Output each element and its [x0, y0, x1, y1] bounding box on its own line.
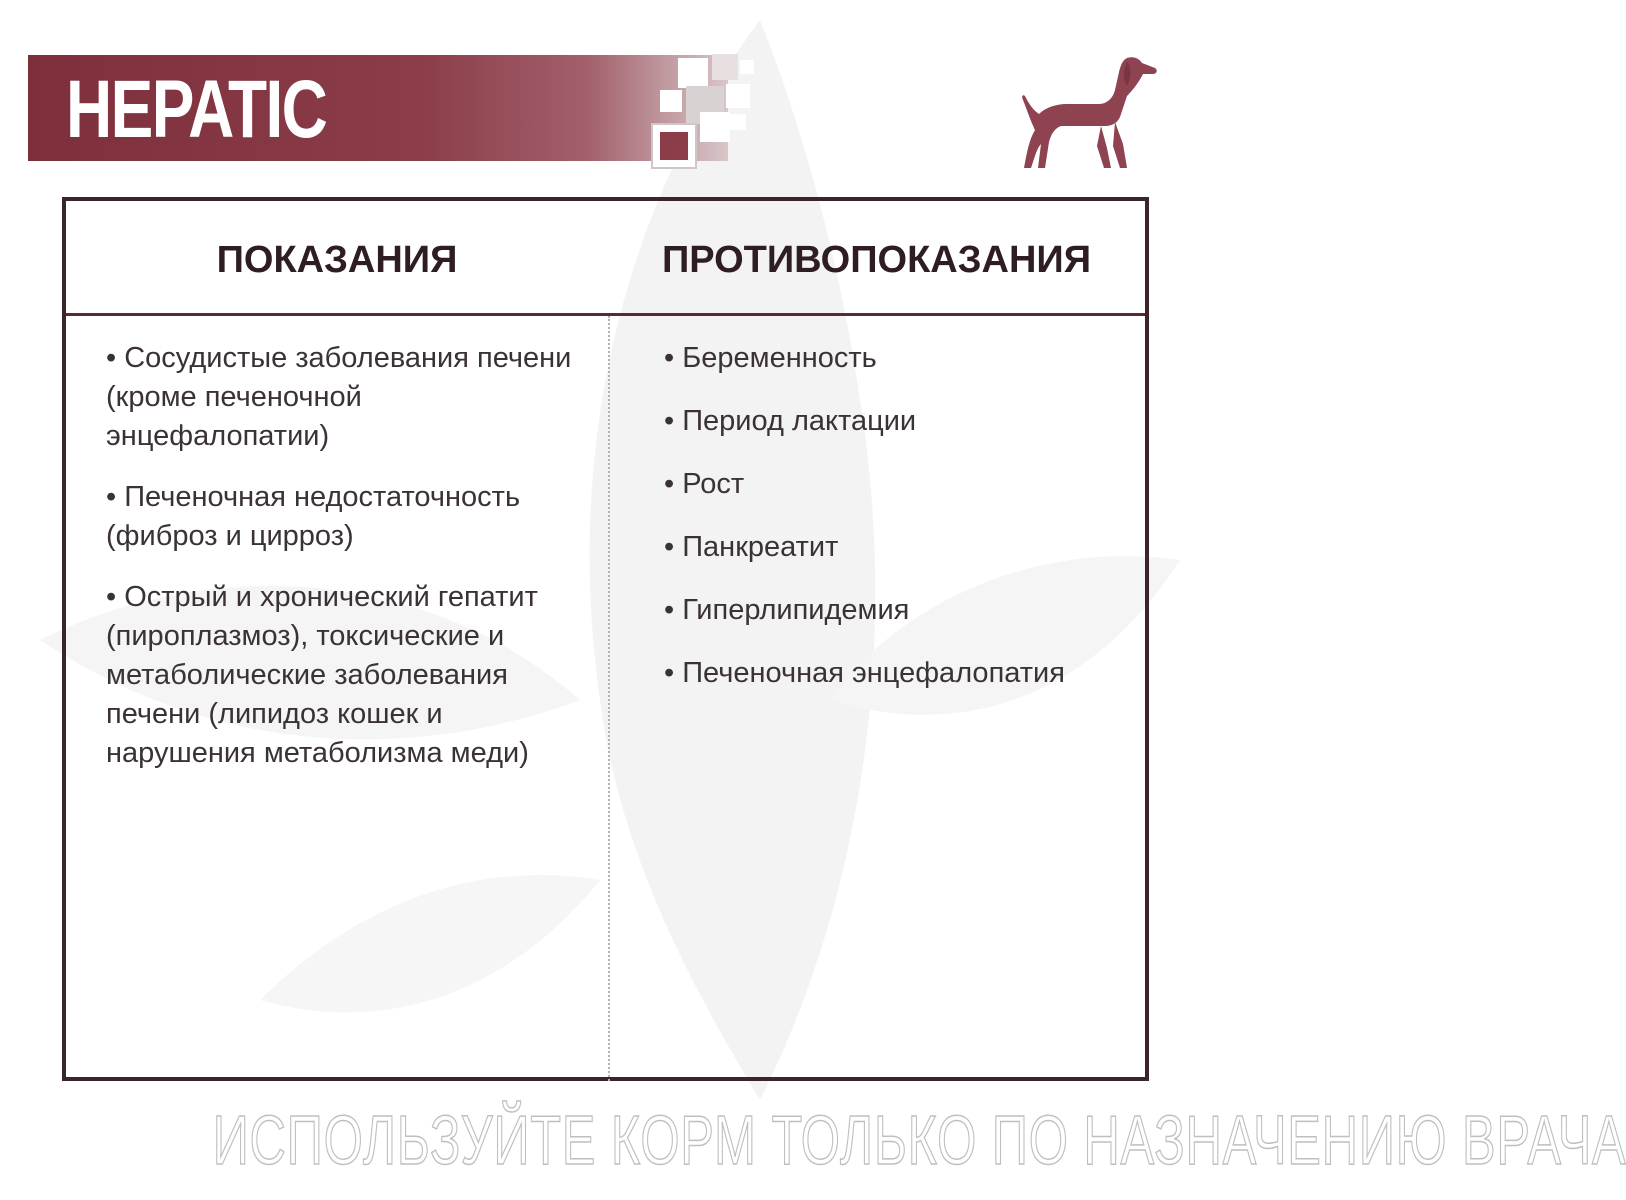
indications-table	[62, 197, 1149, 1081]
list-item: • Сосудистые заболевания печени (кроме печеночной энцефалопатии)	[106, 342, 572, 452]
contraindications-list	[664, 339, 1124, 717]
list-item: • Гиперлипидемия	[664, 594, 910, 626]
list-item: • Беременность	[664, 342, 877, 374]
list-item: • Острый и хронический гепатит (пироплазмоз), токсические и метаболические заболевания печени (липидоз кошек и нарушения метаболизма меди)	[106, 581, 538, 769]
list-item: • Панкреатит	[664, 531, 839, 563]
indications-header: ПОКАЗАНИЯ	[216, 239, 458, 281]
list-item: • Период лактации	[664, 405, 917, 437]
squares-decoration-icon	[630, 50, 770, 175]
dog-silhouette-icon	[1015, 52, 1160, 172]
list-item: • Печеночная энцефалопатия	[664, 657, 1065, 689]
vet-notice: ИСПОЛЬЗУЙТЕ КОРМ ТОЛЬКО ПО НАЗНАЧЕНИЮ ВРАЧА	[212, 1101, 1626, 1179]
list-item: • Рост	[664, 468, 745, 500]
list-item: • Печеночная недостаточность (фиброз и цирроз)	[106, 481, 521, 552]
table-header-row	[66, 201, 1145, 316]
contraindications-header: ПРОТИВОПОКАЗАНИЯ	[661, 239, 1092, 281]
product-title: HEPATIC	[66, 64, 327, 155]
column-divider	[608, 316, 610, 1081]
indications-list	[106, 339, 586, 795]
